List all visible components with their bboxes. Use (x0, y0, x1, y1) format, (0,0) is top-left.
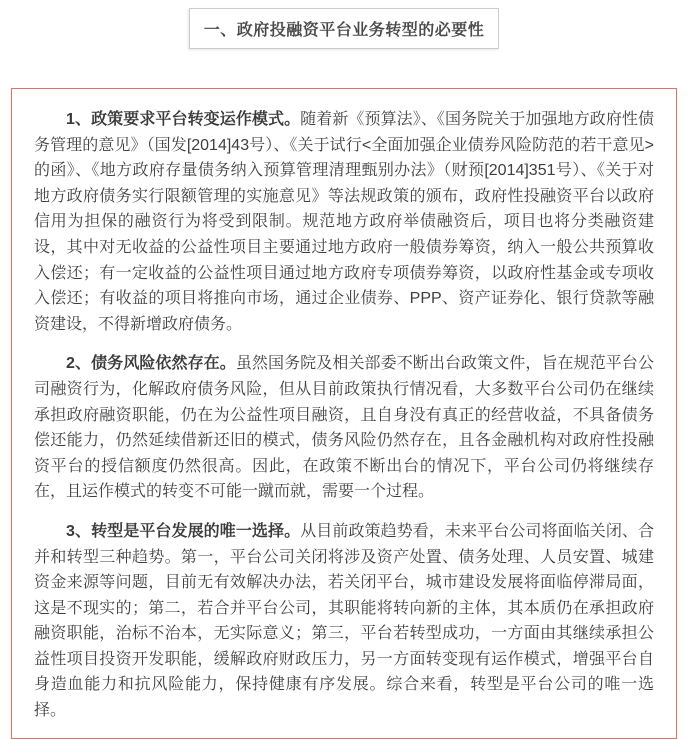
paragraph-debt-risk-body: 虽然国务院及相关部委不断出台政策文件，旨在规范平台公司融资行为，化解政府债务风险，但从目前政策执行情况看，大多数平台公司仍在继续承担政府融资职能，仍在为公益性项目融资，且自身没有真正的经营收益，不具备债务偿还能力，仍然延续借新还旧的模式，债务风险仍然存在，且各金融机构对政府性投融资平台的授信额度仍然很高。因此，在政策不断出台的情况下，平台公司仍将继续存在，且运作模式的转变不可能一蹴而就，需要一个过程。 (34, 355, 654, 501)
section-title: 一、政府投融资平台业务转型的必要性 (203, 22, 485, 39)
paragraph-policy-body: 随着新《预算法》、《国务院关于加强地方政府性债务管理的意见》（国发[2014]43号）、《关于试行<全面加强企业债券风险防范的若干意见>的函》、《地方政府存量债务纳入预算管理清理甄别办法》（财预[2014]351号）、《关于对地方政府债务实行限额管理的实施意见》等法规政策的颁布，政府性投融资平台以政府信用为担保的融资行为将受到限制。规范地方政府举债融资后，项目也将分类融资建设，其中对无收益的公益性项目主要通过地方政府一般债券筹资，纳入一般公共预算收入偿还；有一定收益的公益性项目通过地方政府专项债券筹资，以政府性基金或专项收入偿还；有收益的项目将推向市场，通过企业债券、PPP、资产证券化、银行贷款等融资建设，不得新增政府债务。 (34, 111, 654, 333)
paragraph-transformation (34, 519, 654, 724)
paragraph-policy (34, 107, 654, 337)
paragraph-policy-lead: 1、政策要求平台转变运作模式。 (66, 111, 301, 128)
paragraph-debt-risk-lead: 2、债务风险依然存在。 (66, 355, 236, 373)
article-content-box (11, 88, 677, 739)
paragraph-transformation-body: 从目前政策趋势看，未来平台公司将面临关闭、合并和转型三种趋势。第一，平台公司关闭将涉及资产处置、债务处理、人员安置、城建资金来源等问题，目前无有效解决办法，若关闭平台，城市建设发展将面临停滞局面，这是不现实的；第二，若合并平台公司，其职能将转向新的主体，其本质仍在承担政府融资职能，治标不治本，无实际意义；第三，平台若转型成功，一方面由其继续承担公益性项目投资开发职能，缓解政府财政压力，另一方面转变现有运作模式，增强平台自身造血能力和抗风险能力，保持健康有序发展。综合来看，转型是平台公司的唯一选择。 (34, 522, 654, 720)
paragraph-transformation-lead: 3、转型是平台发展的唯一选择。 (66, 522, 301, 540)
article-page (0, 8, 688, 729)
section-title-box (189, 8, 500, 49)
paragraph-debt-risk (34, 351, 654, 505)
